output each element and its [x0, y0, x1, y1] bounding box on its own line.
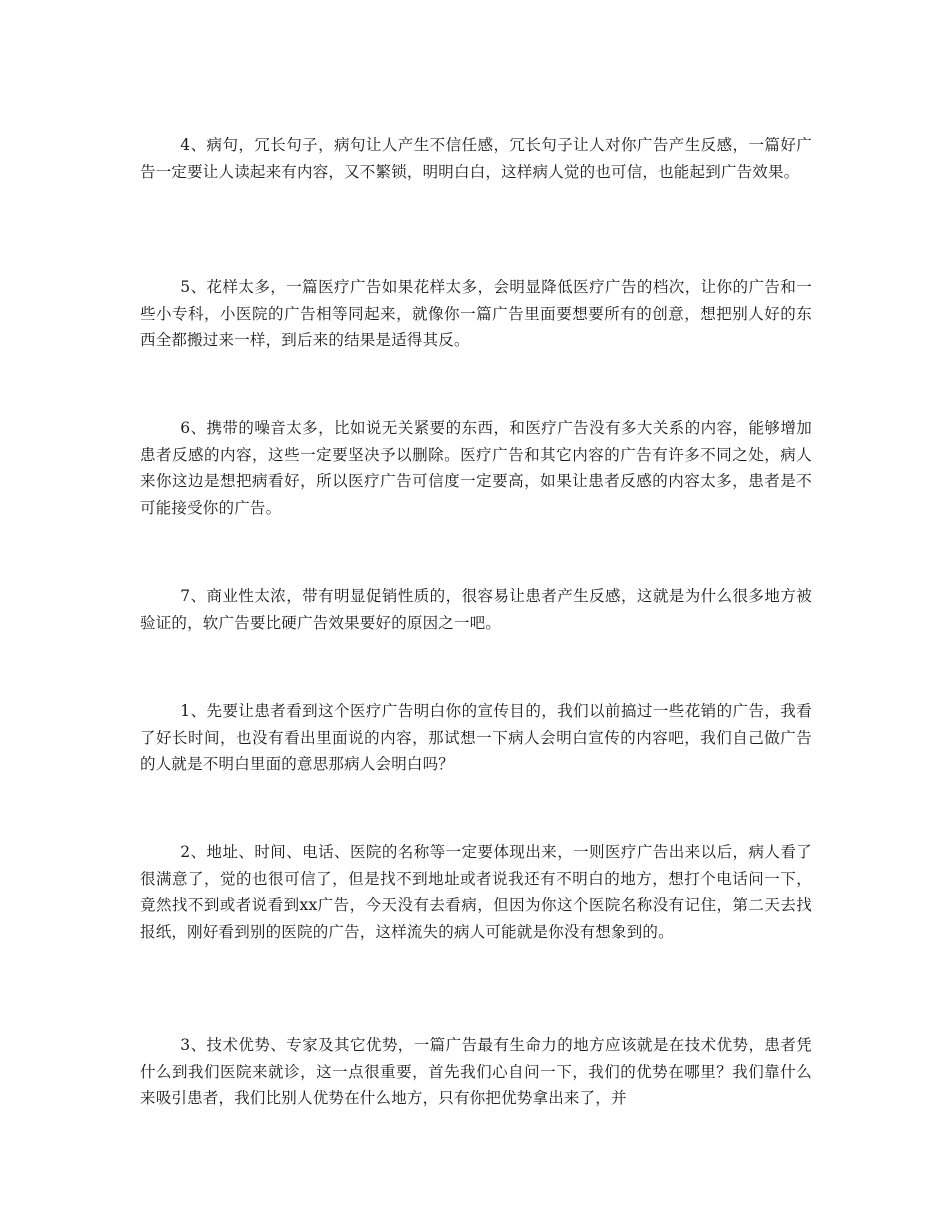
paragraph-7: 7、商业性太浓，带有明显促销性质的，很容易让患者产生反感，这就是为什么很多地方被验证的，软广告要比硬广告效果要好的原因之一吧。 [140, 587, 812, 632]
paragraph-5: 5、花样太多，一篇医疗广告如果花样太多，会明显降低医疗广告的档次，让你的广告和一些小专科，小医院的广告相等同起来，就像你一篇广告里面要想要所有的创意，想把别人好的东西全都搬过来一样，到后来的结果是适得其反。 [140, 278, 812, 349]
paragraph-4: 4、病句，冗长句子，病句让人产生不信任感，冗长句子让人对你广告产生反感，一篇好广告一定要让人读起来有内容，又不繁锁，明明白白，这样病人觉的也可信，也能起到广告效果。 [140, 136, 812, 181]
paragraph-6: 6、携带的噪音太多，比如说无关紧要的东西，和医疗广告没有多大关系的内容，能够增加患者反感的内容，这些一定要坚决予以删除。医疗广告和其它内容的广告有许多不同之处，病人来你这边是想把病看好，所以医疗广告可信度一定要高，如果让患者反感的内容太多，患者是不可能接受你的广告。 [140, 419, 812, 517]
paragraph-3: 3、技术优势、专家及其它优势，一篇广告最有生命力的地方应该就是在技术优势，患者凭什么到我们医院来就诊，这一点很重要，首先我们心自问一下，我们的优势在哪里？我们靠什么来吸引患者，我们比别人优势在什么地方，只有你把优势拿出来了，并 [140, 1036, 812, 1107]
paragraph-2: 2、地址、时间、电话、医院的名称等一定要体现出来，一则医疗广告出来以后，病人看了很满意了，觉的也很可信了，但是找不到地址或者说我还有不明白的地方，想打个电话问一下，竟然找不到或者说看到xx广告，今天没有去看病，但因为你这个医院名称没有记住，第二天去找报纸，刚好看到别的医院的广告，这样流失的病人可能就是你没有想象到的。 [140, 843, 812, 941]
paragraph-1: 1、先要让患者看到这个医疗广告明白你的宣传目的，我们以前搞过一些花销的广告，我看了好长时间，也没有看出里面说的内容，那试想一下病人会明白宣传的内容吧，我们自己做广告的人就是不明白里面的意思那病人会明白吗？ [140, 702, 812, 773]
